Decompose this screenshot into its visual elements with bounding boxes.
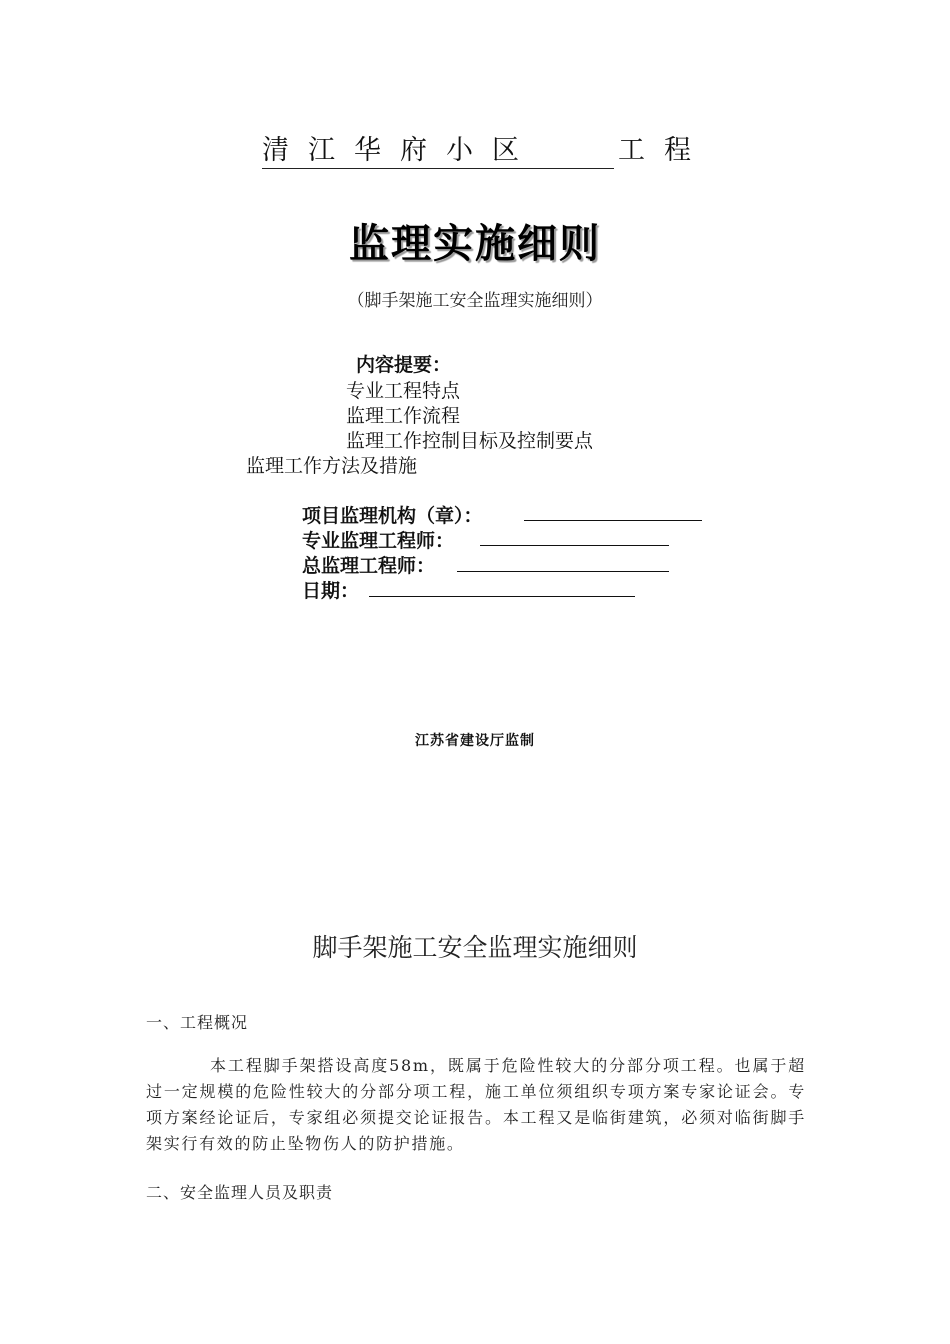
signature-line-date <box>369 596 635 597</box>
project-name: 清江华府小区 <box>262 128 614 169</box>
issuer-label: 江苏省建设厅监制 <box>415 733 535 749</box>
signature-label-date: 日期： <box>302 580 360 602</box>
summary-heading: 内容提要： <box>356 354 452 376</box>
section-heading: 一、工程概况 <box>146 1013 249 1032</box>
project-suffix: 工程 <box>618 135 710 166</box>
project-title-line <box>262 128 710 164</box>
signature-line-engineer <box>480 545 669 546</box>
signature-label-engineer: 专业监理工程师： <box>302 530 455 552</box>
summary-item: 监理工作流程 <box>346 405 461 427</box>
summary-item: 监理工作方法及措施 <box>246 455 418 477</box>
signature-label-agency: 项目监理机构（章）： <box>302 505 483 527</box>
document-title: 监理实施细则 <box>349 221 601 267</box>
document-subtitle: （脚手架施工安全监理实施细则） <box>347 291 603 311</box>
signature-line-chief <box>457 571 669 572</box>
summary-item: 监理工作控制目标及控制要点 <box>346 430 594 452</box>
summary-item: 专业工程特点 <box>346 380 461 402</box>
section-heading: 二、安全监理人员及职责 <box>146 1183 334 1202</box>
signature-line-agency <box>524 520 702 521</box>
section-paragraph: 本工程脚手架搭设高度58m，既属于危险性较大的分部分项工程。也属于超过一定规模的危险性较大的分部分项工程，施工单位须组织专项方案专家论证会。专项方案经论证后，专家组必须提交论证报告。本工程又是临街建筑，必须对临街脚手架实行有效的防止坠物伤人的防护措施。 <box>146 1056 806 1153</box>
body-title: 脚手架施工安全监理实施细则 <box>312 933 638 962</box>
signature-label-chief: 总监理工程师： <box>302 555 436 577</box>
